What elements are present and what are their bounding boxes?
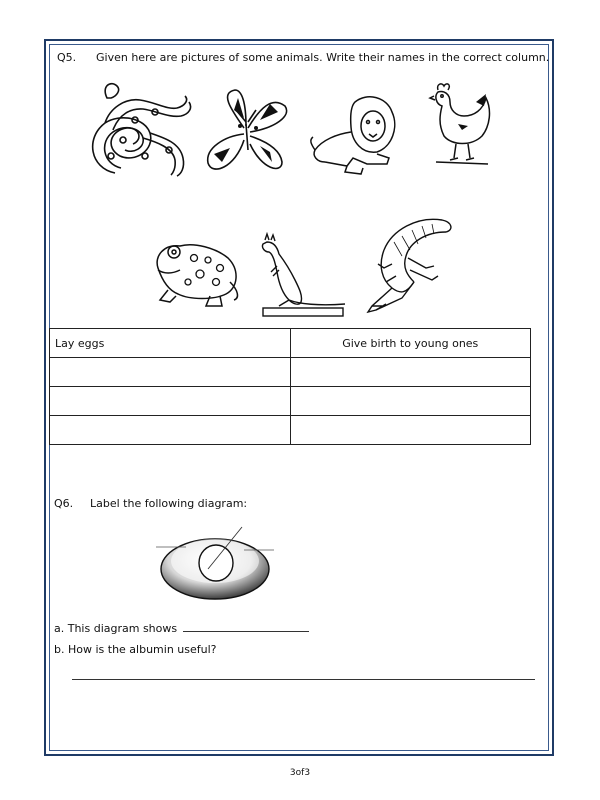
q6-prompt: Label the following diagram: <box>90 497 248 510</box>
q6-part-a <box>54 620 309 636</box>
answer-cell-lay-eggs-2[interactable] <box>50 387 291 416</box>
answer-cell-give-birth-3[interactable] <box>290 416 531 445</box>
q6-part-b: b. How is the albumin useful? <box>54 643 217 656</box>
crocodile-icon <box>362 210 456 316</box>
butterfly-icon <box>200 88 292 178</box>
table-header-row <box>50 329 531 358</box>
snake-icon <box>85 78 195 178</box>
answer-cell-give-birth-2[interactable] <box>290 387 531 416</box>
table-header-give-birth: Give birth to young ones <box>290 329 531 358</box>
table-row <box>50 387 531 416</box>
part-b-answer-line[interactable] <box>72 679 535 680</box>
part-a-answer-blank[interactable] <box>183 620 309 632</box>
q6-part-a-label: a. This diagram shows <box>54 622 178 635</box>
table-header-lay-eggs: Lay eggs <box>50 329 291 358</box>
lion-icon <box>307 92 407 177</box>
q5-prompt: Given here are pictures of some animals. Write their names in the correct column. <box>96 51 550 64</box>
table-row <box>50 416 531 445</box>
answer-cell-lay-eggs-3[interactable] <box>50 416 291 445</box>
q5-number: Q5. <box>57 51 77 64</box>
page-number: 3of3 <box>289 768 311 778</box>
frog-icon <box>150 238 242 308</box>
answer-cell-give-birth-1[interactable] <box>290 358 531 387</box>
animals-table <box>49 328 531 445</box>
egg-diagram-icon <box>150 525 280 607</box>
table-row <box>50 358 531 387</box>
q6-number: Q6. <box>54 497 74 510</box>
answer-cell-lay-eggs-1[interactable] <box>50 358 291 387</box>
kangaroo-icon <box>255 232 350 320</box>
hen-icon <box>428 80 496 170</box>
